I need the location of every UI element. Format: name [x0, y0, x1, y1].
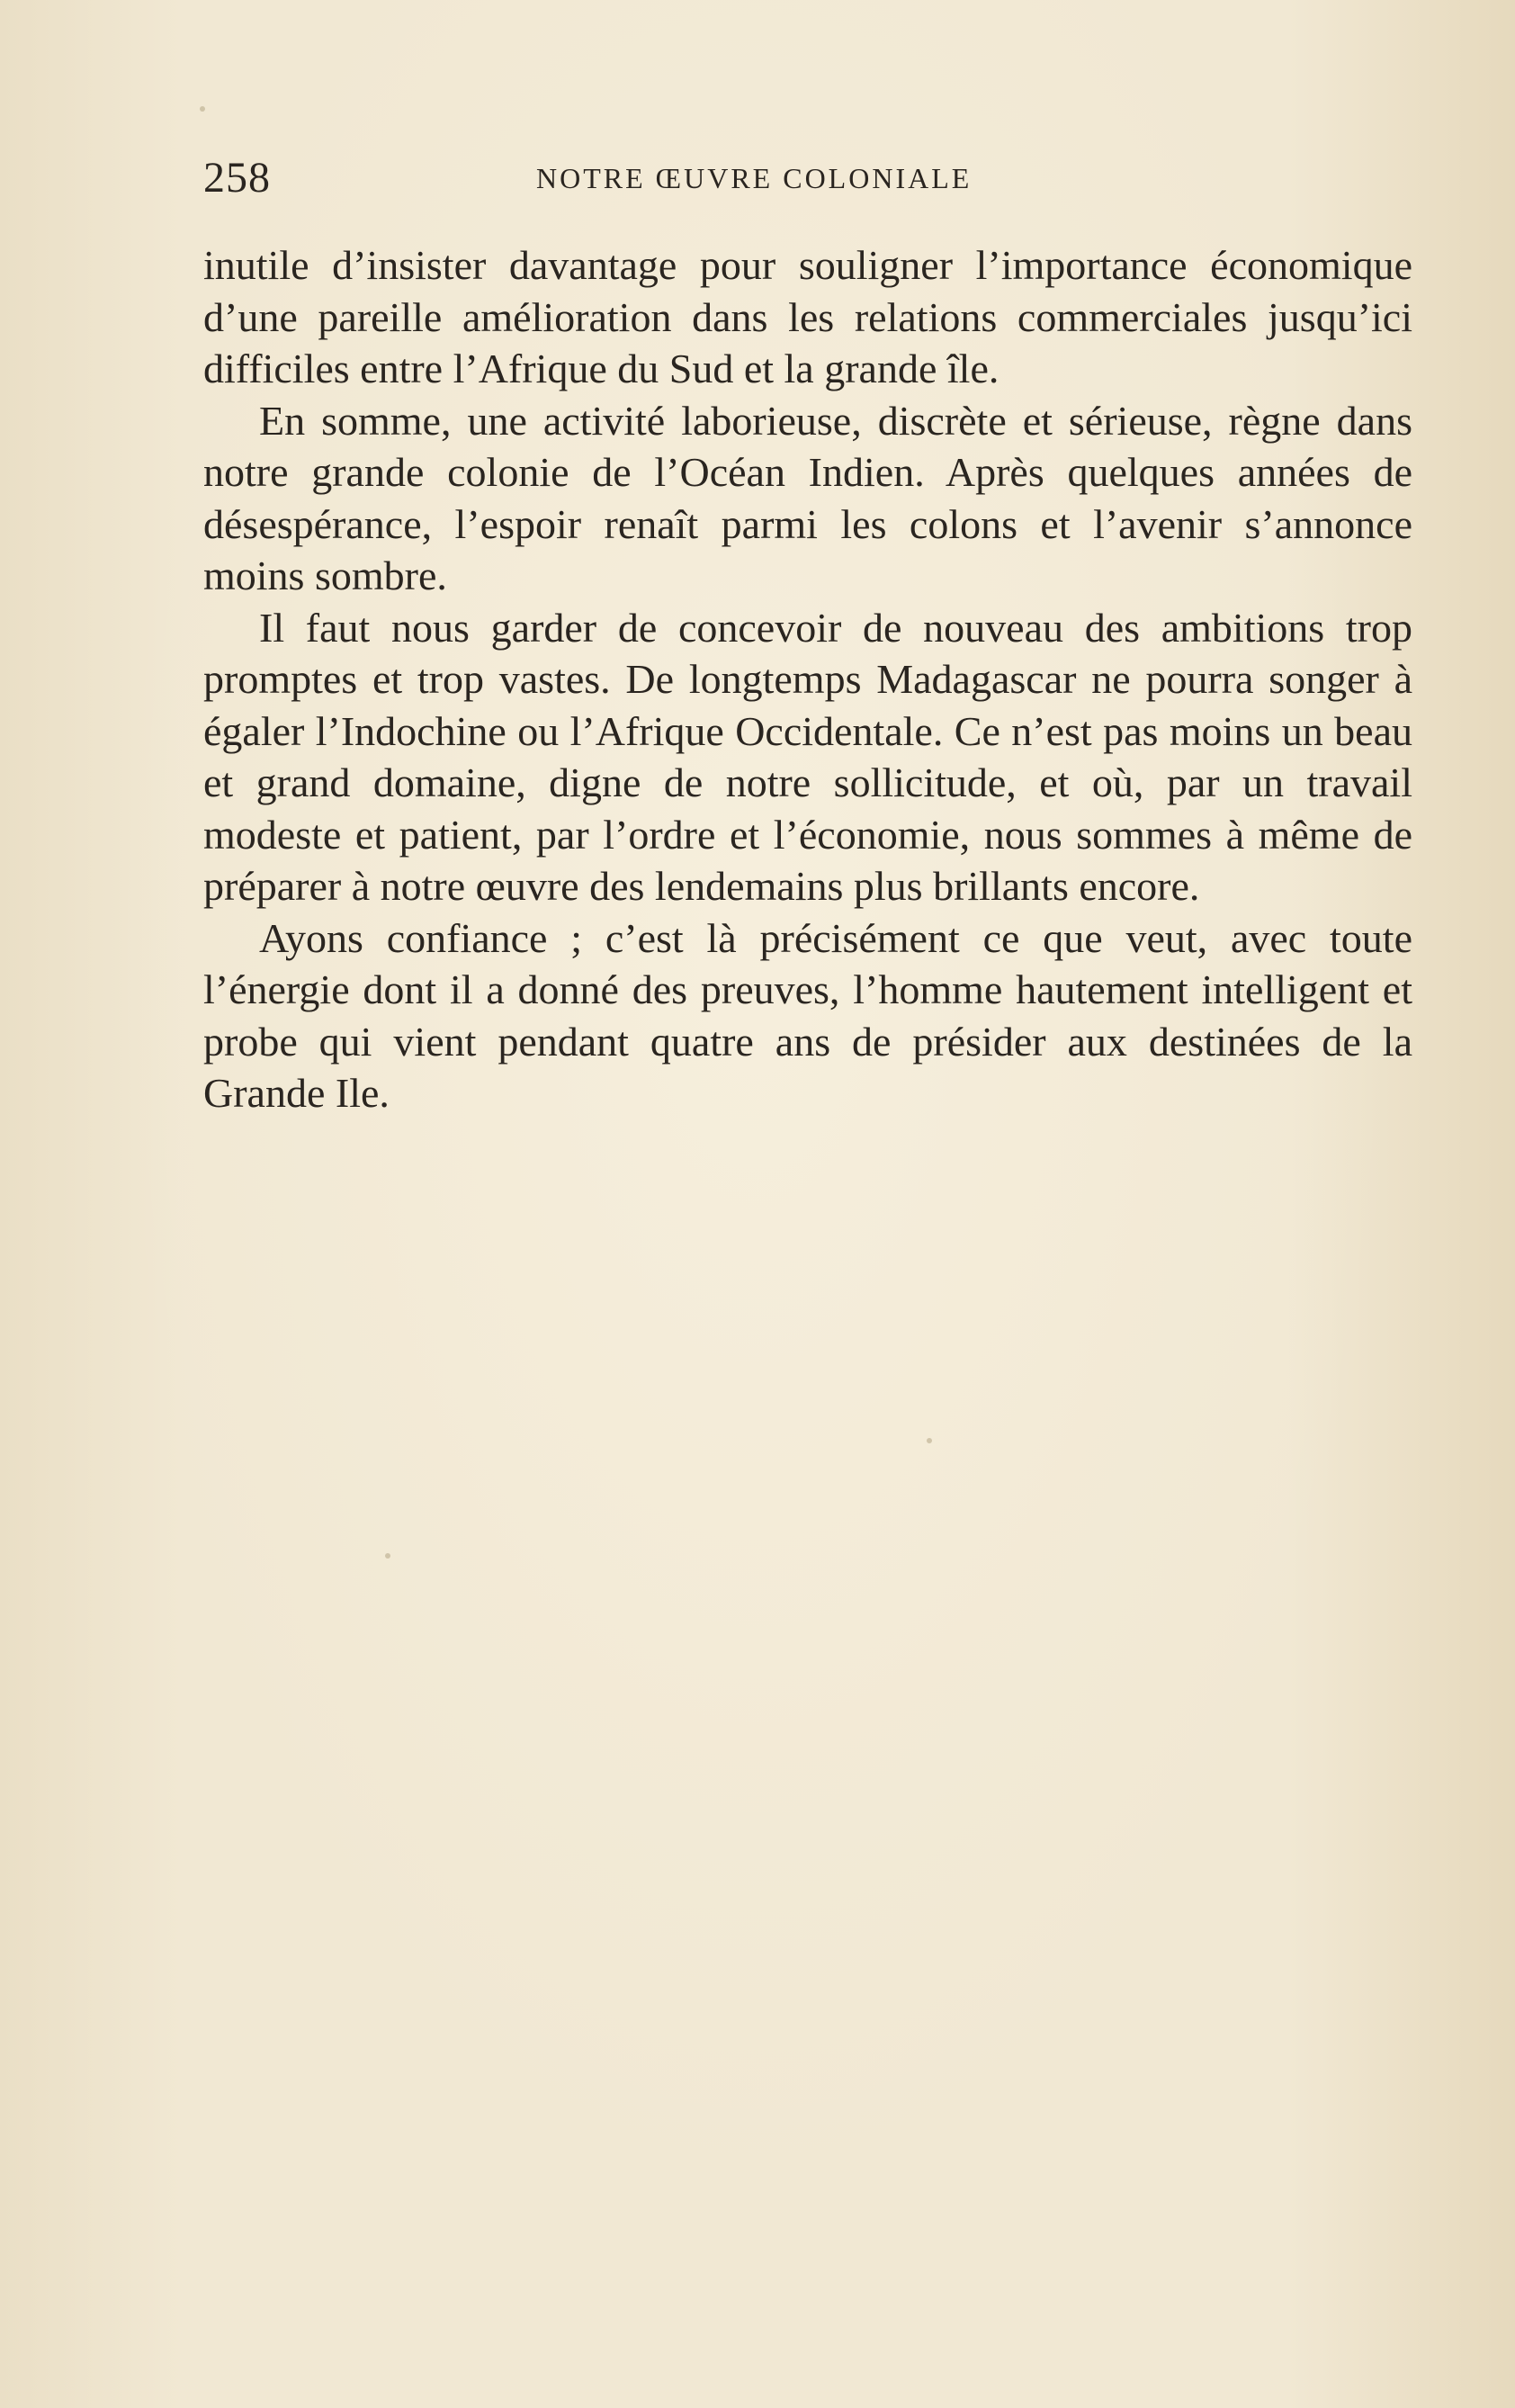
paragraph-continuation: inutile d’insister davantage pour souligner l’importance économique d’une pareille amélioration dans les relations commerciales jusqu’ici difficiles entre l’Afrique du Sud et la grande île.: [203, 242, 1412, 391]
running-head: [203, 151, 1405, 205]
paragraph: Ayons confiance ; c’est là précisément ce que veut, avec toute l’énergie dont il a donné des preuves, l’homme hautement intelligent et probe qui vient pendant quatre ans de présider aux destinées de la Grande Ile.: [203, 914, 1412, 1116]
paragraph: En somme, une activité laborieuse, discrète et sérieuse, règne dans notre grande colonie de l’Océan Indien. Après quelques années de désespérance, l’espoir renaît parmi les colons et l’avenir s’annonce moins sombre.: [203, 397, 1412, 598]
paper-speck: [385, 1553, 390, 1559]
running-title: NOTRE ŒUVRE COLONIALE: [536, 162, 973, 194]
paragraph: Il faut nous garder de concevoir de nouveau des ambitions trop promptes et trop vastes. De longtemps Madagascar ne pourra songer à égaler l’Indochine ou l’Afrique Occidentale. Ce n’est pas moins un beau et grand domaine, digne de notre sollicitude, et où, par un travail modeste et patient, par l’ordre et l’économie, nous sommes à même de préparer à notre œuvre des lendemains plus brillants encore.: [203, 604, 1412, 909]
paper-speck: [927, 1438, 932, 1443]
paper-speck: [200, 106, 205, 112]
body-text: [203, 239, 1412, 1119]
page-number: 258: [203, 154, 271, 202]
